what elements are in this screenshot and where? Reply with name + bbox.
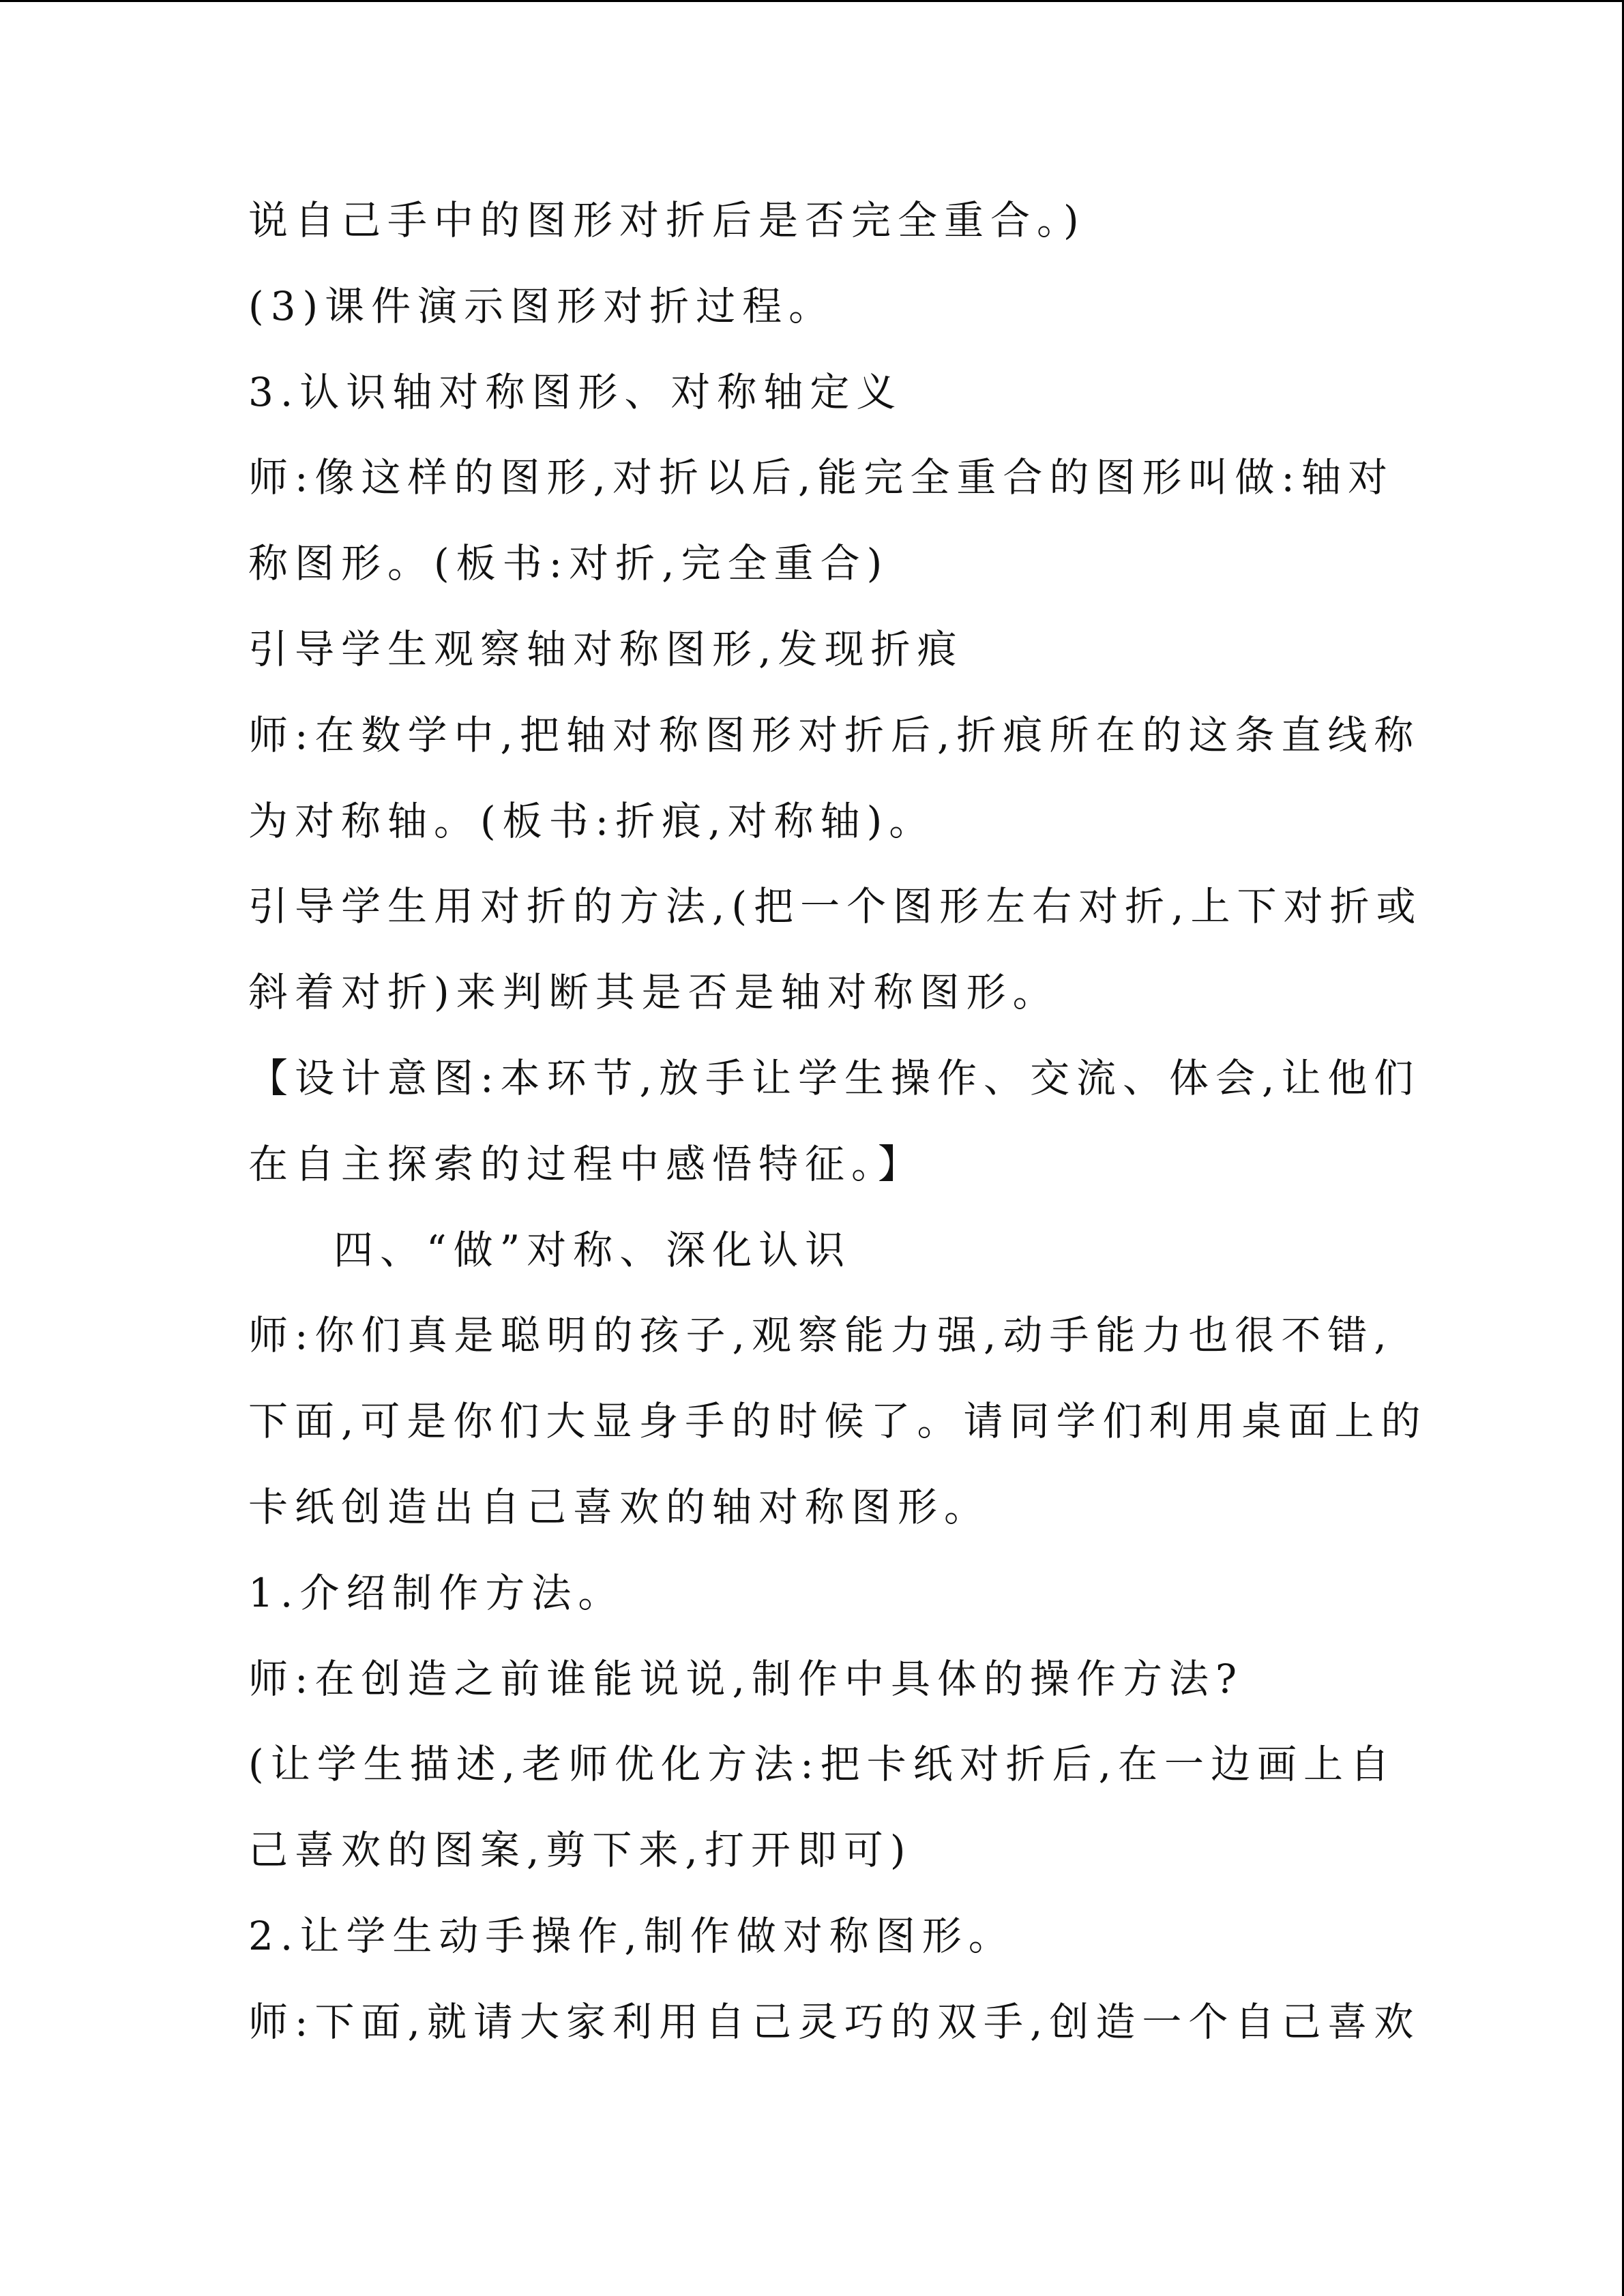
text-line: 师:像这样的图形,对折以后,能完全重合的图形叫做:轴对 [248, 454, 1394, 501]
section-heading: 1.介绍制作方法。 [248, 1569, 625, 1616]
text-line: 说自己手中的图形对折后是否完全重合。) [248, 197, 1086, 243]
text-line: 下面,可是你们大显身手的时候了。请同学们利用桌面上的 [248, 1398, 1428, 1445]
section-heading: 2.让学生动手操作,制作做对称图形。 [248, 1912, 1015, 1959]
text-line: (让学生描述,老师优化方法:把卡纸对折后,在一边画上自 [248, 1741, 1397, 1788]
text-line: 己喜欢的图案,剪下来,打开即可) [248, 1827, 913, 1874]
text-line: 称图形。(板书:对折,完全重合) [248, 540, 889, 587]
page-border-top [0, 0, 1624, 2]
text-line: 师:在数学中,把轴对称图形对折后,折痕所在的这条直线称 [248, 711, 1421, 758]
text-line: 斜着对折)来判断其是否是轴对称图形。 [248, 969, 1059, 1016]
text-line: 师:你们真是聪明的孩子,观察能力强,动手能力也很不错, [248, 1312, 1393, 1359]
text-line: 引导学生用对折的方法,(把一个图形左右对折,上下对折或 [248, 883, 1423, 930]
text-line: 师:下面,就请大家利用自己灵巧的双手,创造一个自己喜欢 [248, 1998, 1421, 2045]
section-heading: 3.认识轴对称图形、对称轴定义 [248, 368, 903, 415]
text-line: (3)课件演示图形对折过程。 [248, 282, 836, 329]
text-line: 卡纸创造出自己喜欢的轴对称图形。 [248, 1483, 991, 1530]
text-line: 引导学生观察轴对称图形,发现折痕 [248, 625, 964, 672]
section-heading: 四、“做”对称、深化认识 [334, 1226, 852, 1273]
design-intent-note: 在自主探索的过程中感悟特征。】 [248, 1140, 925, 1187]
document-body [248, 197, 1428, 2087]
text-line: 师:在创造之前谁能说说,制作中具体的操作方法? [248, 1655, 1244, 1702]
text-line: 为对称轴。(板书:折痕,对称轴)。 [248, 797, 936, 844]
design-intent-note: 【设计意图:本环节,放手让学生操作、交流、体会,让他们 [248, 1054, 1421, 1101]
